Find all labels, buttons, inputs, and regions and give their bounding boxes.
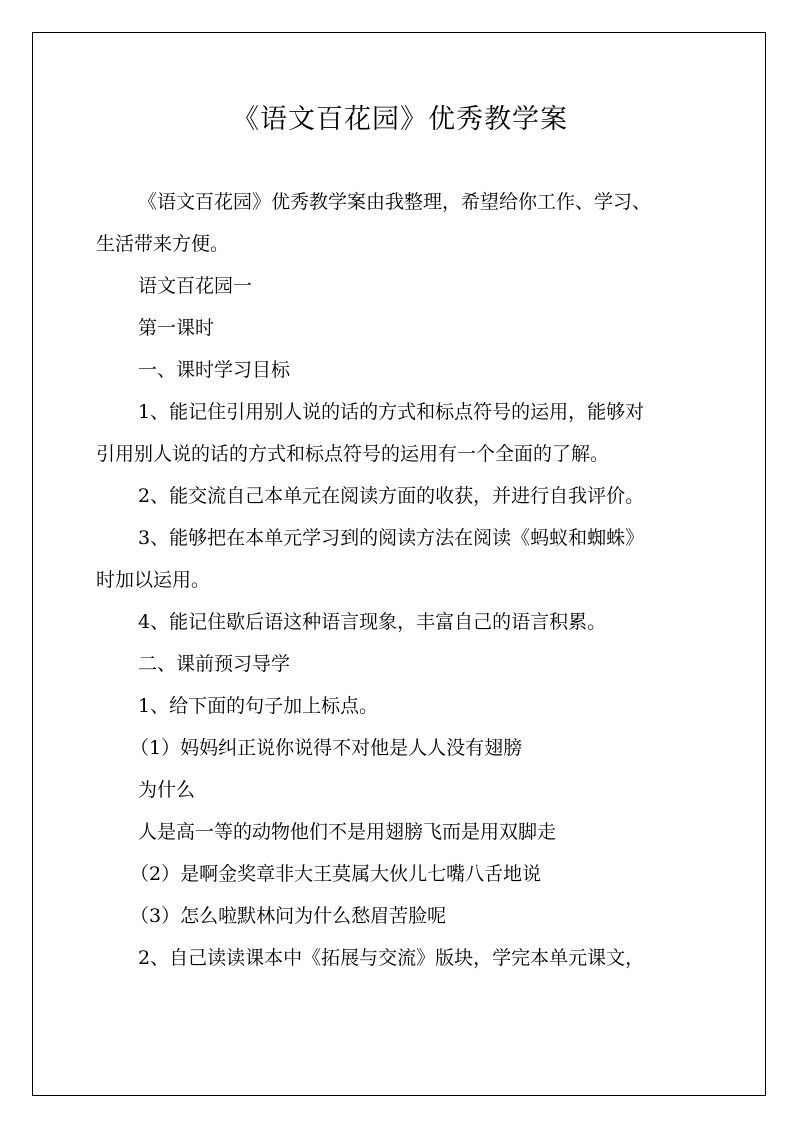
item-1-line-3: 人是高一等的动物他们不是用翅膀飞而是用双脚走 (138, 821, 557, 843)
task-1: 1、给下面的句子加上标点。 (138, 695, 379, 717)
goal-2: 2、能交流自己本单元在阅读方面的收获，并进行自我评价。 (138, 485, 645, 507)
intro-line-2: 生活带来方便。 (96, 233, 230, 255)
goal-1-line-2: 引用别人说的话的方式和标点符号的运用有一个全面的了解。 (96, 443, 610, 465)
part1-heading: 一、课时学习目标 (138, 359, 291, 381)
goal-4: 4、能记住歇后语这种语言现象，丰富自己的语言积累。 (138, 611, 607, 633)
section-heading: 语文百花园一 (138, 275, 253, 297)
goal-3-line-2: 时加以运用。 (96, 569, 211, 591)
item-1-line-1: （1）妈妈纠正说你说得不对他是人人没有翅膀 (130, 737, 523, 759)
task-2: 2、自己读读课本中《拓展与交流》版块，学完本单元课文， (138, 947, 645, 969)
goal-1-line-1: 1、能记住引用别人说的话的方式和标点符号的运用，能够对 (138, 401, 645, 423)
lesson-heading: 第一课时 (138, 317, 215, 339)
item-2: （2）是啊金奖章非大王莫属大伙儿七嘴八舌地说 (130, 863, 542, 885)
item-3: （3）怎么啦默林问为什么愁眉苦脸呢 (130, 905, 447, 927)
part2-heading: 二、课前预习导学 (138, 653, 291, 675)
goal-3-line-1: 3、能够把在本单元学习到的阅读方法在阅读《蚂蚁和蜘蛛》 (138, 527, 645, 549)
document-title: 《语文百花园》优秀教学案 (232, 104, 568, 135)
intro-line-1: 《语文百花园》优秀教学案由我整理，希望给你工作、学习、 (138, 191, 652, 213)
item-1-line-2: 为什么 (138, 779, 196, 801)
